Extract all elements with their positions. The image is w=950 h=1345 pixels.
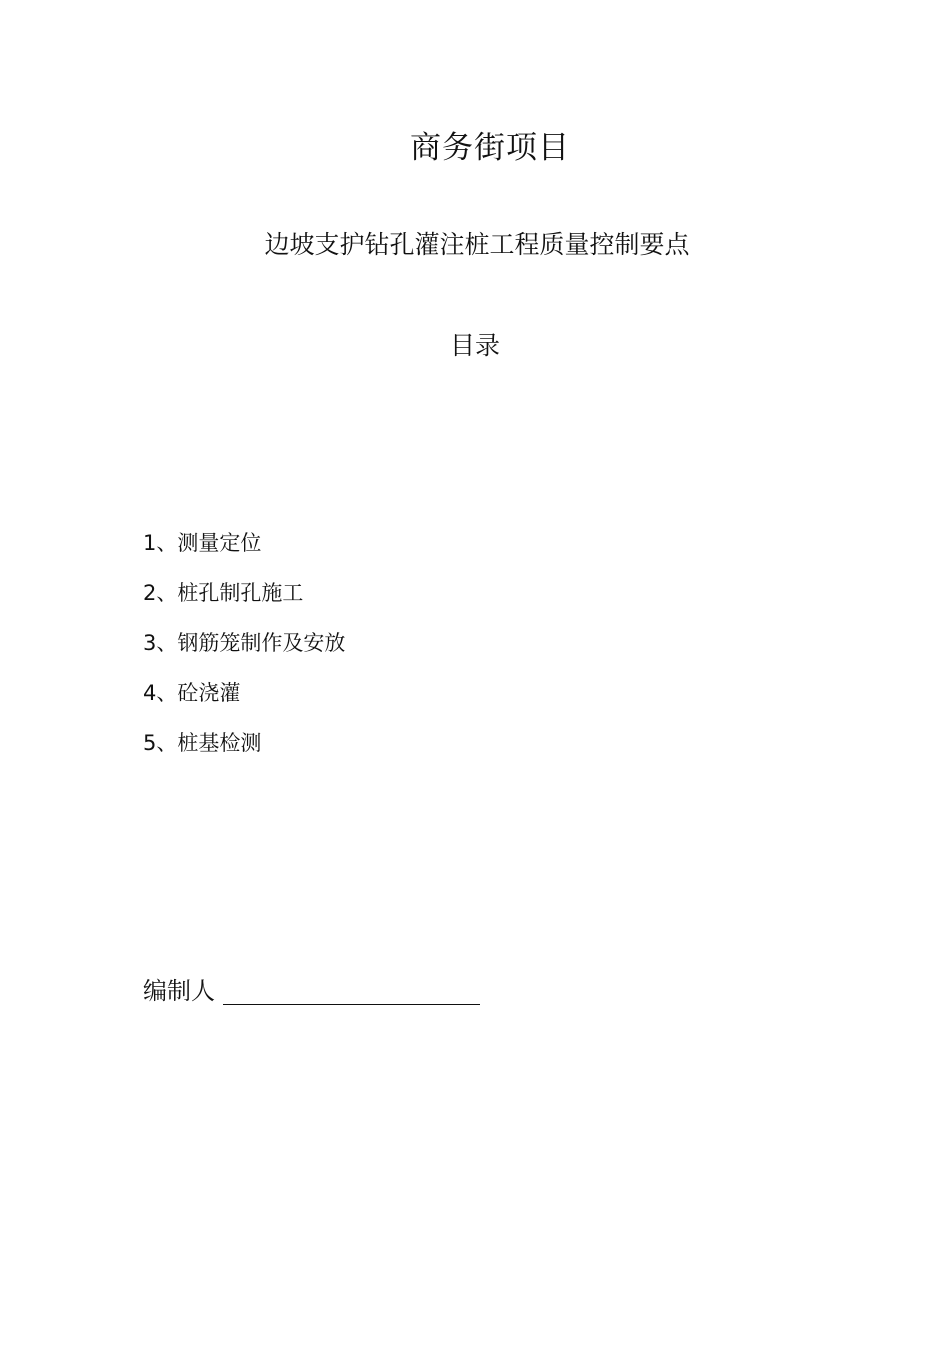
toc-item-4: 4、砼浇灌: [143, 681, 241, 705]
author-signature-line: [223, 979, 480, 1005]
toc-item-3: 3、钢筋笼制作及安放: [143, 631, 346, 655]
toc-heading: 目录: [449, 331, 500, 360]
author-row: [143, 974, 480, 1008]
toc-item-1: 1、测量定位: [143, 531, 262, 555]
toc-item-2: 2、桩孔制孔施工: [143, 581, 304, 605]
author-label: 编制人: [143, 977, 215, 1005]
toc-item-5: 5、桩基检测: [143, 731, 262, 755]
project-title: 商务街项目: [410, 130, 570, 166]
toc-list: [143, 528, 345, 778]
document-title: 边坡支护钻孔灌注桩工程质量控制要点: [264, 230, 690, 259]
